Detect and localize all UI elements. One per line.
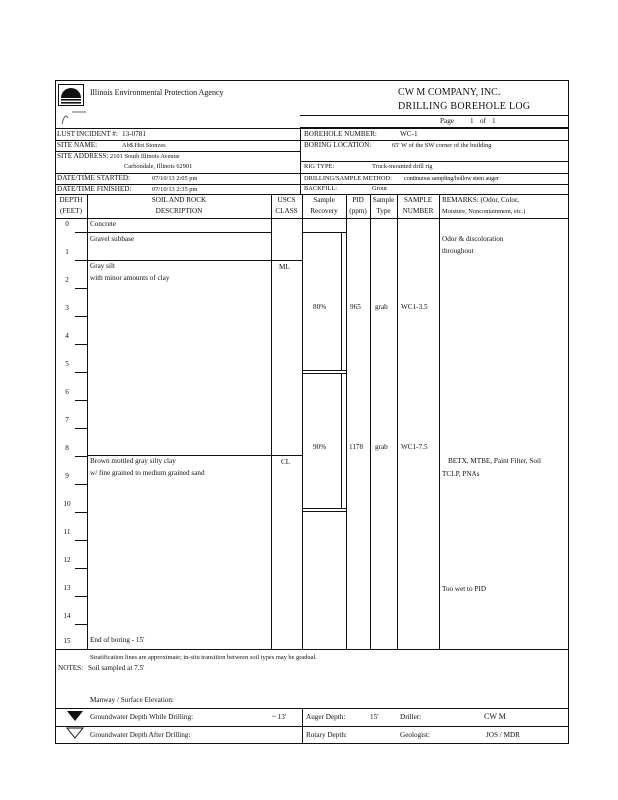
col-sample-type-2: Type <box>376 207 391 215</box>
rig-type-value: Truck-mounted drill rig <box>372 163 433 170</box>
sample-number: WC1-7.5 <box>401 443 428 451</box>
remark: Odor & discoloration <box>442 235 504 243</box>
driller-label: Driller: <box>400 713 422 721</box>
depth-label: 15 <box>63 637 71 645</box>
col-sample-number-1: SAMPLE <box>403 196 433 204</box>
manway-label: Manway / Surface Elevation: <box>90 696 175 704</box>
depth-label: 8 <box>65 444 69 452</box>
site-address-line2: Carbondale, Illinois 62901 <box>124 163 193 170</box>
notes-label: NOTES: <box>58 664 84 672</box>
col-soil-1: SOIL AND ROCK <box>151 196 207 204</box>
remark: Too wet to PID <box>442 585 487 593</box>
gw-after-label: Groundwater Depth After Drilling: <box>90 731 191 739</box>
illinois-epa-logo-icon <box>58 84 84 106</box>
col-uscs-2: CLASS <box>275 207 298 215</box>
depth-label: 14 <box>63 612 71 620</box>
col-pid-1: PID <box>352 196 364 204</box>
backfill-value: Grout <box>372 185 387 192</box>
sample-type: grab <box>375 303 388 311</box>
page-number: 1 <box>470 117 474 125</box>
signature-scribble-icon <box>58 108 98 128</box>
site-name-label: SITE NAME: <box>57 141 98 149</box>
depth-label: 9 <box>65 472 69 480</box>
remark: TCLP, PNAs <box>442 470 480 478</box>
soil-layer-clay: Brown mottled gray silty clay <box>90 457 176 465</box>
col-remarks-1: REMARKS: (Odor, Color, <box>442 196 519 204</box>
end-of-boring: End of boring - 15' <box>90 636 145 644</box>
rotary-depth-label: Rotary Depth: <box>306 731 347 739</box>
started-label: DATE/TIME STARTED: <box>57 174 131 182</box>
geologist-label: Geologist: <box>400 731 430 739</box>
geologist-value: JOS / MDR <box>486 731 520 739</box>
soil-layer-concrete: Concrete <box>90 220 116 228</box>
auger-depth-label: Auger Depth: <box>306 713 346 721</box>
lust-value: 13-0781 <box>122 130 146 138</box>
borehole-value: WC-1 <box>400 130 418 138</box>
col-depth-1: DEPTH <box>59 196 83 204</box>
depth-label: 12 <box>63 556 71 564</box>
col-uscs-1: USCS <box>277 196 296 204</box>
depth-label: 4 <box>65 332 69 340</box>
soil-layer-clay-detail: w/ fine grained to medium grained sand <box>90 469 205 477</box>
gw-while-label: Groundwater Depth While Drilling: <box>90 713 194 721</box>
uscs-ml: ML <box>279 263 290 271</box>
notes-value: Soil sampled at 7.5' <box>88 664 145 672</box>
groundwater-while-triangle-icon <box>66 710 84 722</box>
boring-location-value: 65' W of the SW corner of the building <box>392 142 492 149</box>
soil-layer-silt: Gray silt <box>90 262 115 270</box>
borehole-label: BOREHOLE NUMBER: <box>304 130 377 138</box>
boring-location-label: BORING LOCATION: <box>304 141 372 149</box>
sample-pid: 965 <box>350 303 361 311</box>
stratification-disclaimer: Stratification lines are approximate; in-situ transition between soil types may be gradual. <box>90 654 317 661</box>
lust-label: LUST INCIDENT #: <box>57 130 118 138</box>
gw-while-value: ~ 13' <box>272 713 287 721</box>
sample-number: WC1-3.5 <box>401 303 428 311</box>
col-recovery-1: Sample <box>313 196 335 204</box>
finished-label: DATE/TIME FINISHED: <box>57 185 132 193</box>
depth-label: 0 <box>65 220 69 228</box>
started-value: 07/10/13 2:05 pm <box>152 175 198 182</box>
finished-value: 07/10/13 2:35 pm <box>152 186 198 193</box>
depth-label: 3 <box>65 304 69 312</box>
depth-label: 7 <box>65 416 69 424</box>
groundwater-after-triangle-icon <box>66 727 84 739</box>
agency-name: Illinois Environmental Protection Agency <box>90 88 224 97</box>
company-name: CW M COMPANY, INC. <box>398 87 501 98</box>
sample-recovery: 90% <box>313 443 327 451</box>
depth-label: 2 <box>65 276 69 284</box>
soil-layer-silt-detail: with minor amounts of clay <box>90 274 170 282</box>
col-sample-type-1: Sample <box>372 196 395 204</box>
document-title: DRILLING BOREHOLE LOG <box>398 101 531 112</box>
driller-value: CW M <box>484 712 506 721</box>
site-name-value: Ab$ Hot Stonzes <box>122 142 166 149</box>
rig-type-label: RIG TYPE: <box>304 163 335 170</box>
page-total: 1 <box>492 117 496 125</box>
soil-layer-gravel: Gravel subbase <box>90 235 135 243</box>
site-address-line1: 2101 South Illinois Avenue <box>110 153 180 160</box>
col-remarks-2: Moisture, Noncontainment, etc.) <box>442 208 526 215</box>
col-depth-2: (FEET) <box>60 207 82 215</box>
drilling-method-value: continuous sampling/hollow stem auger <box>404 175 499 182</box>
auger-depth-value: 15' <box>370 713 379 721</box>
depth-label: 13 <box>63 584 71 592</box>
col-recovery-2: Recovery <box>310 207 338 215</box>
col-pid-2: (ppm) <box>349 207 367 215</box>
depth-label: 5 <box>65 360 69 368</box>
sample-type: grab <box>375 443 388 451</box>
col-sample-number-2: NUMBER <box>402 207 434 215</box>
remark: BETX, MTBE, Paint Filter, Soil <box>448 457 541 465</box>
page-of-label: of <box>480 117 486 125</box>
depth-label: 1 <box>65 248 69 256</box>
drilling-method-label: DRILLING/SAMPLE METHOD: <box>304 175 392 182</box>
depth-label: 10 <box>63 500 71 508</box>
sample-recovery: 80% <box>313 303 327 311</box>
col-soil-2: DESCRIPTION <box>155 207 203 215</box>
page-label: Page <box>440 117 454 125</box>
site-address-label: SITE ADDRESS: <box>57 152 109 160</box>
sample-pid: 1178 <box>349 443 364 451</box>
remark: throughout <box>442 247 474 255</box>
depth-label: 11 <box>63 528 71 536</box>
uscs-cl: CL <box>281 458 291 466</box>
depth-label: 6 <box>65 388 69 396</box>
backfill-label: BACKFILL: <box>304 185 338 192</box>
